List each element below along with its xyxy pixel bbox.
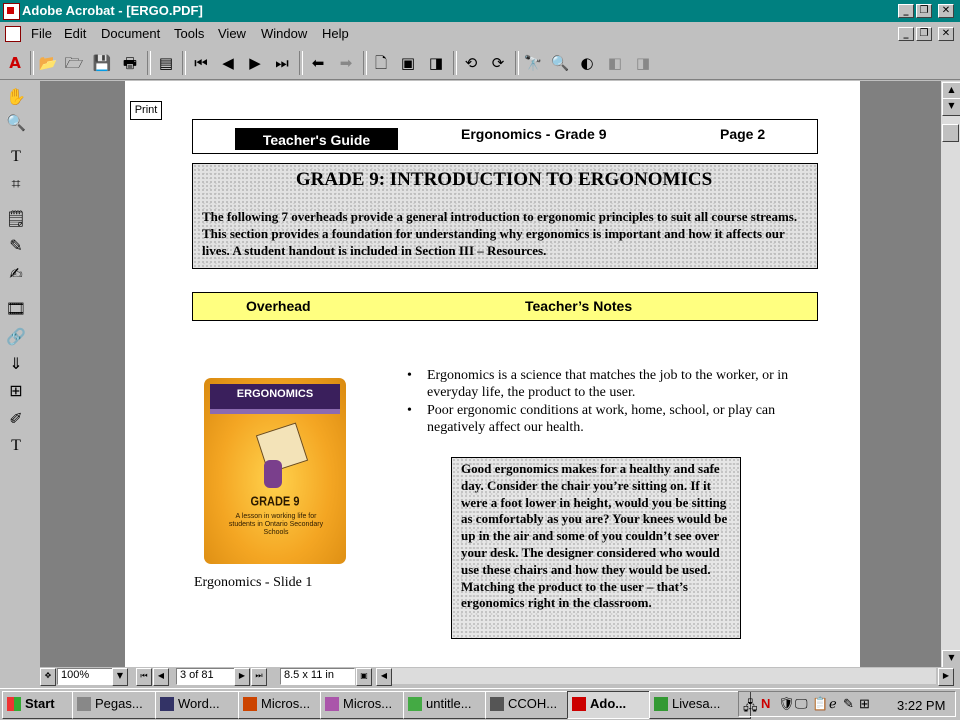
hand-tool-icon[interactable]: ✋ xyxy=(6,87,26,106)
rotate-right-icon[interactable]: ⟳ xyxy=(491,54,505,72)
slide-image xyxy=(204,378,346,564)
scroll-down-small-button[interactable]: ▼ xyxy=(942,98,960,116)
system-tray xyxy=(738,691,956,717)
close-button[interactable]: ✕ xyxy=(938,4,954,18)
text-select-tool-icon[interactable]: T xyxy=(11,148,21,165)
crop-tool-icon[interactable]: ⌗ xyxy=(11,174,21,193)
zoom-tool-icon[interactable]: 🔍 xyxy=(6,113,26,132)
access-icon xyxy=(325,697,339,711)
zoom-dropdown-button[interactable]: ▼ xyxy=(112,668,128,686)
title-bar[interactable] xyxy=(0,0,960,22)
save-icon[interactable]: 💾 xyxy=(92,54,112,72)
previous-page-icon[interactable]: ◀ xyxy=(222,54,234,72)
form-tool-icon[interactable]: ⊞ xyxy=(9,381,23,400)
search-results-icon[interactable]: ◐ xyxy=(580,54,594,72)
taskbar xyxy=(0,688,960,720)
status-last-page-button[interactable]: ⏭ xyxy=(251,668,267,686)
scroll-thumb[interactable] xyxy=(942,124,959,142)
horizontal-scrollbar[interactable] xyxy=(392,668,936,684)
slide-caption: Ergonomics - Slide 1 xyxy=(194,575,313,590)
page-header xyxy=(192,119,818,154)
show-navigation-pane-icon[interactable]: ▤ xyxy=(158,54,174,72)
menu-document[interactable]: Document xyxy=(101,26,161,41)
page-size: 8.5 x 11 in xyxy=(280,668,355,685)
previous-result-icon[interactable]: ◧ xyxy=(607,54,623,72)
actual-size-icon[interactable]: 🗋 xyxy=(374,54,388,72)
toolbar xyxy=(0,46,960,80)
article-tool-icon[interactable]: ⇓ xyxy=(9,354,23,373)
menu-help[interactable]: Help xyxy=(322,26,349,41)
page-layout-icon[interactable]: ▣ xyxy=(356,668,372,686)
page-indicator[interactable]: 3 of 81 xyxy=(176,668,237,685)
link-tool-icon[interactable]: 🔗 xyxy=(6,327,26,346)
tray-icon-ie[interactable]: ℯ xyxy=(829,696,837,711)
task-livesaver[interactable]: Livesa... xyxy=(649,691,751,719)
status-next-page-button[interactable]: ▶ xyxy=(234,668,250,686)
open-icon[interactable]: 📂 xyxy=(38,54,58,72)
doc-close-button[interactable]: ✕ xyxy=(938,27,954,41)
fit-in-window-icon[interactable]: ▣ xyxy=(400,54,416,72)
status-bar xyxy=(40,667,960,685)
menu-edit[interactable]: Edit xyxy=(64,26,87,41)
tray-icon-display[interactable]: 🖵 xyxy=(795,696,808,711)
acrobat-task-icon xyxy=(572,697,586,711)
paint-icon xyxy=(408,697,422,711)
find-icon[interactable]: 🔭 xyxy=(523,54,543,72)
livesaver-icon xyxy=(654,697,668,711)
task-word[interactable]: Word... xyxy=(155,691,257,719)
pdf-page xyxy=(125,81,860,667)
first-page-icon[interactable]: ⏮ xyxy=(194,54,208,72)
restore-button[interactable]: ❐ xyxy=(916,4,932,18)
last-page-icon[interactable]: ⏭ xyxy=(275,54,289,72)
go-forward-icon[interactable]: ➡ xyxy=(339,54,353,72)
window-title: Adobe Acrobat - [ERGO.PDF] xyxy=(22,3,203,18)
next-page-icon[interactable]: ▶ xyxy=(249,54,261,72)
highlight-tool-icon[interactable]: ✍ xyxy=(9,264,23,283)
header-page-number: Page 2 xyxy=(720,126,766,142)
menu-tools[interactable]: Tools xyxy=(174,26,205,41)
pegasus-icon xyxy=(77,697,91,711)
slide-title: ERGONOMICS xyxy=(236,388,314,400)
touchup-text-tool-icon[interactable]: T xyxy=(11,437,21,454)
zoom-field[interactable]: 100% xyxy=(57,668,117,685)
worker-illustration xyxy=(264,460,282,488)
status-prev-page-button[interactable]: ◀ xyxy=(153,668,169,686)
touchup-tool-icon[interactable]: ✐ xyxy=(9,409,23,428)
open-web-icon[interactable]: 🗁 xyxy=(64,54,84,72)
task-untitled[interactable]: untitle... xyxy=(403,691,505,719)
task-microsoft-1[interactable]: Micros... xyxy=(238,691,340,719)
word-icon xyxy=(160,697,174,711)
tray-icon-grid[interactable]: ⊞ xyxy=(859,696,870,711)
task-pegasus[interactable]: Pegas... xyxy=(72,691,174,719)
status-first-page-button[interactable]: ⏮ xyxy=(136,668,152,686)
minimize-button[interactable]: _ xyxy=(898,4,914,18)
zoom-toggle-icon[interactable]: ✥ xyxy=(40,668,56,686)
document-icon[interactable] xyxy=(5,26,21,42)
powerpoint-icon xyxy=(243,697,257,711)
hscroll-right-button[interactable]: ▶ xyxy=(938,668,954,686)
search-icon[interactable]: 🔍 xyxy=(550,54,570,72)
doc-restore-button[interactable]: ❐ xyxy=(916,27,932,41)
vertical-scrollbar[interactable] xyxy=(941,81,960,667)
tool-palette xyxy=(0,81,32,667)
column-overhead: Overhead xyxy=(246,298,311,314)
rotate-left-icon[interactable]: ⟲ xyxy=(464,54,478,72)
note-box xyxy=(451,457,741,639)
list-item: • Poor ergonomic conditions at work, home, school, or play can negatively affect our health. xyxy=(407,402,827,436)
hscroll-left-button[interactable]: ◀ xyxy=(376,668,392,686)
doc-minimize-button[interactable]: _ xyxy=(898,27,914,41)
scroll-up-button[interactable]: ▲ xyxy=(942,82,960,100)
menu-bar xyxy=(0,22,960,46)
menu-window[interactable]: Window xyxy=(261,26,308,41)
movie-tool-icon[interactable]: 🎞 xyxy=(5,299,27,318)
table-header xyxy=(192,292,818,321)
start-button[interactable]: Start xyxy=(2,691,88,719)
next-result-icon[interactable]: ◨ xyxy=(635,54,651,72)
teacher-notes-list xyxy=(407,367,827,437)
menu-file[interactable]: File xyxy=(31,26,52,41)
fit-width-icon[interactable]: ◨ xyxy=(428,54,444,72)
task-acrobat[interactable]: Ado... xyxy=(567,691,669,719)
tray-icon-pen[interactable]: ✎ xyxy=(843,696,854,711)
header-title: Ergonomics - Grade 9 xyxy=(461,126,607,142)
scroll-down-button[interactable]: ▼ xyxy=(942,650,960,668)
go-back-icon[interactable]: ⬅ xyxy=(311,54,325,72)
clock[interactable]: 3:22 PM xyxy=(897,698,946,713)
note-box-text: Good ergonomics makes for a healthy and safe day. Consider the chair you’re sitting on. If it were a foot lower in height, would you be sitting as comfortably as you are? Your knees would be up in the air and some of you couldn’t see over your desk. The designer considered who would use these chairs and how they would be used. Matching the product to the user – that’s ergonomics right in the classroom. xyxy=(461,461,728,611)
print-button[interactable]: Print xyxy=(130,101,162,120)
intro-heading: GRADE 9: INTRODUCTION TO ERGONOMICS xyxy=(295,169,713,190)
tray-icon-task[interactable]: 📋 xyxy=(812,696,829,711)
windows-logo-icon xyxy=(7,697,21,711)
note-tool-icon[interactable]: 🗒 xyxy=(5,209,27,228)
slide-grade: GRADE 9 xyxy=(250,495,300,509)
task-microsoft-2[interactable]: Micros... xyxy=(320,691,422,719)
ccohs-icon xyxy=(490,697,504,711)
acrobat-logo-icon: A xyxy=(9,54,21,72)
tray-icon-antivirus[interactable]: 🛡 xyxy=(778,696,795,711)
tray-icon-netscape[interactable]: N xyxy=(761,696,771,711)
slide-subtitle: A lesson in working life for students in Ontario Secondary Schools xyxy=(228,513,324,536)
pencil-tool-icon[interactable]: ✎ xyxy=(9,236,23,255)
tray-icon-network[interactable]: 🖧 xyxy=(743,698,758,713)
intro-text: The following 7 overheads provide a general introduction to ergonomic principles to suit all course streams. This section provides a foundation for understanding why ergonomics is important and how it affects our lives. A student handout is included in Section III – Resources. xyxy=(202,209,798,258)
list-item: • Ergonomics is a science that matches the job to the worker, or in everyday life, the product to the user. xyxy=(407,367,827,401)
menu-view[interactable]: View xyxy=(218,26,246,41)
teachers-guide-badge: Teacher's Guide xyxy=(235,128,398,150)
acrobat-icon xyxy=(3,3,20,20)
task-ccohs[interactable]: CCOH... xyxy=(485,691,587,719)
document-pane[interactable] xyxy=(40,81,941,667)
print-icon[interactable]: 🖶 xyxy=(122,54,138,72)
column-teachers-notes: Teacher’s Notes xyxy=(525,298,633,314)
intro-section xyxy=(192,163,818,269)
